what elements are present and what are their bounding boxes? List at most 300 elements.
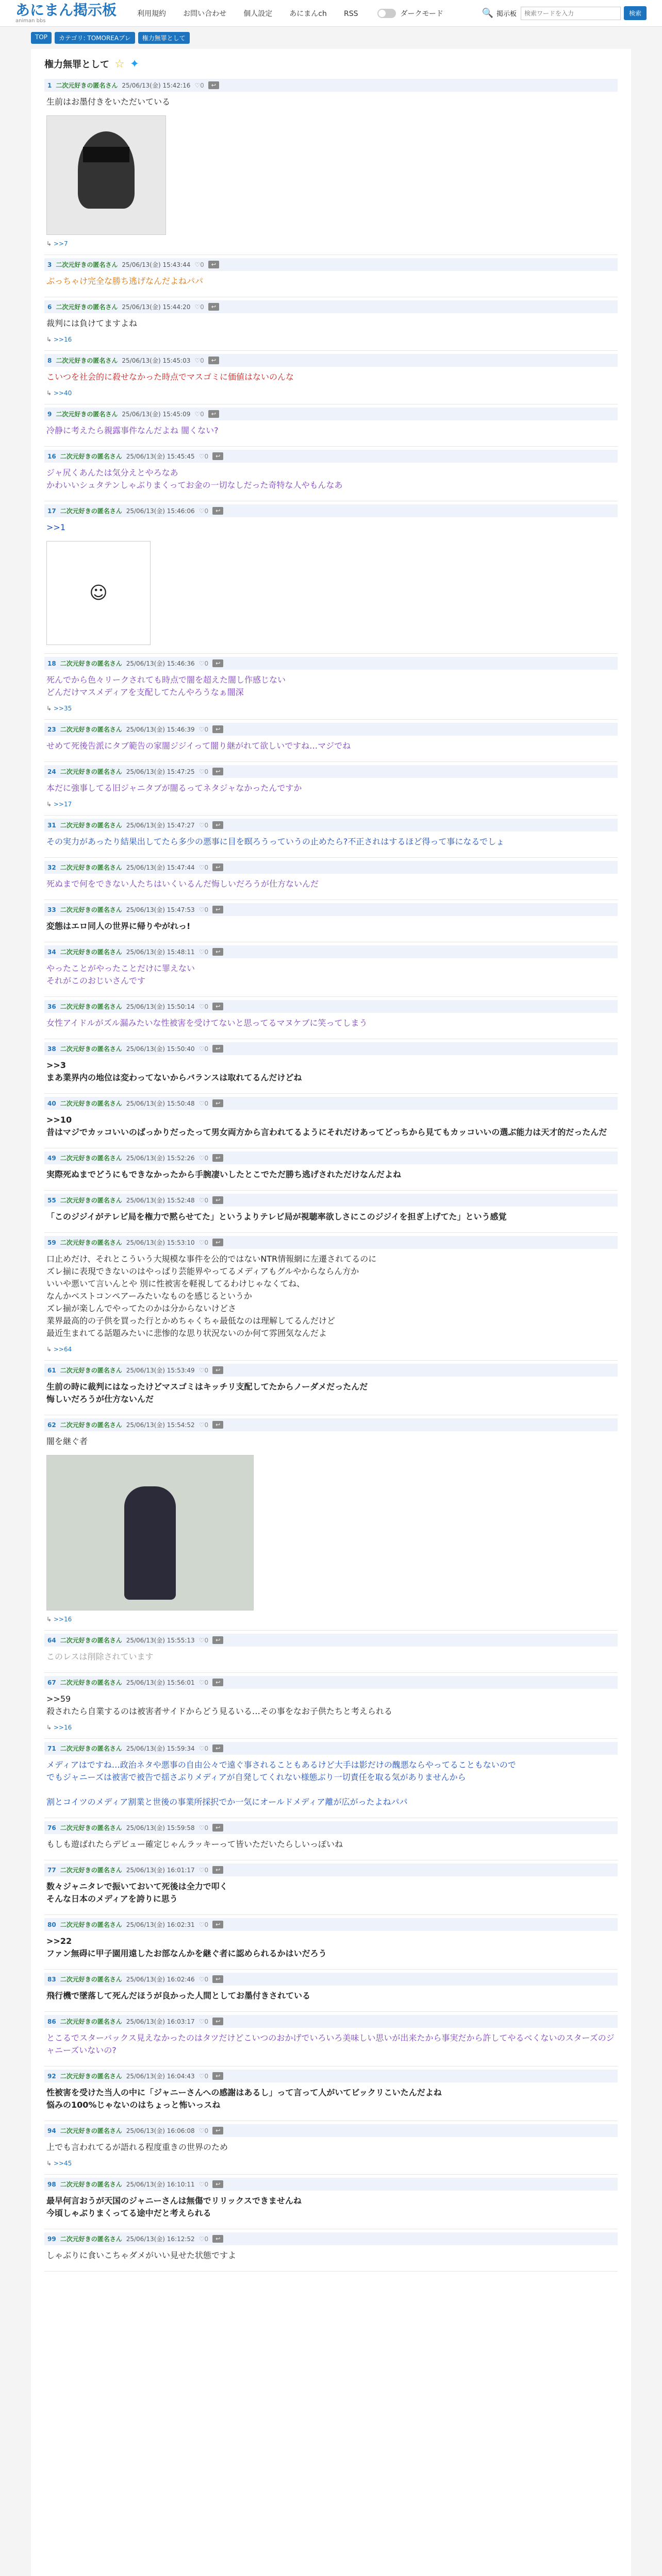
good-counter[interactable] [199, 2181, 208, 2188]
search-button[interactable]: 検索 [624, 6, 647, 20]
heart-icon: ♡ [198, 2180, 205, 2188]
breadcrumb [0, 27, 662, 49]
good-counter[interactable] [199, 768, 208, 775]
reply-links [44, 799, 618, 810]
good-count: 0 [204, 1866, 209, 1874]
post-item [44, 2066, 618, 2121]
reply-button[interactable]: ↩ [212, 2235, 223, 2243]
post-body: とこるでスターバックス見えなかったのはタツだけどこいつのおかげでいろいろ美味しい思いが出来たから事実だから許してやるべくないのスターズのジャニーズいないの? [46, 2033, 615, 2055]
post-meta [44, 723, 618, 736]
poster-name: 二次元好きの匿名さん [60, 1976, 122, 1983]
post-item [44, 1739, 618, 1818]
good-counter[interactable] [194, 82, 204, 89]
poster-name: 二次元好きの匿名さん [60, 906, 122, 913]
post-body: >>1 [46, 522, 65, 532]
reply-links [44, 2158, 618, 2169]
post-date: 25/06/13(金) 15:43:44 [122, 261, 191, 268]
good-count: 0 [204, 2018, 209, 2025]
heart-icon: ♡ [194, 303, 201, 311]
good-counter[interactable] [199, 1239, 208, 1246]
good-counter[interactable] [199, 1045, 208, 1053]
post-body: このレスは削除されています [46, 1652, 154, 1662]
toggle-switch[interactable] [377, 9, 396, 18]
good-counter[interactable] [199, 1824, 208, 1832]
thread-header [44, 57, 618, 71]
post-date: 25/06/13(金) 16:01:17 [126, 1867, 195, 1874]
good-counter[interactable] [199, 1155, 208, 1162]
post-date: 25/06/13(金) 15:47:25 [126, 768, 195, 775]
post-date: 25/06/13(金) 16:02:31 [126, 1921, 195, 1928]
post-date: 25/06/13(金) 15:47:27 [126, 822, 195, 829]
reply-button[interactable]: ↩ [212, 1824, 223, 1832]
post-item [44, 997, 618, 1039]
reply-anchor-link[interactable]: >>16 [53, 1724, 72, 1731]
good-counter[interactable] [199, 1867, 208, 1874]
good-counter[interactable] [199, 1100, 208, 1107]
post-body: 最早何言おうが天国のジャニーさんは無傷でリリックスできませんね 今頃しゃぶりまくってる途中だと考えられる [46, 2196, 302, 2218]
post-number[interactable]: 62 [47, 1421, 56, 1429]
good-counter[interactable] [194, 411, 204, 418]
post-meta [44, 903, 618, 916]
reply-anchor-link[interactable]: >>35 [53, 705, 72, 712]
reply-button[interactable]: ↩ [212, 1045, 223, 1053]
good-counter[interactable] [199, 2018, 208, 2025]
good-count: 0 [200, 357, 204, 364]
post-body: 裁判には負けてますよね [46, 318, 138, 328]
post-number[interactable]: 59 [47, 1239, 56, 1246]
reply-button[interactable]: ↩ [212, 659, 223, 667]
good-count: 0 [204, 659, 209, 667]
post-item [44, 2175, 618, 2229]
reply-anchor-link[interactable]: >>40 [53, 389, 72, 397]
post-item [44, 1415, 618, 1631]
good-counter[interactable] [199, 1745, 208, 1752]
reply-anchor-link[interactable]: >>64 [53, 1346, 72, 1353]
poster-name: 二次元好きの匿名さん [60, 453, 122, 460]
good-counter[interactable] [199, 1421, 208, 1429]
post-date: 25/06/13(金) 16:04:43 [126, 2073, 195, 2080]
reply-links [44, 1614, 618, 1625]
post-meta [44, 504, 618, 517]
post-number[interactable]: 77 [47, 1866, 56, 1874]
post-number[interactable]: 8 [47, 357, 52, 364]
post-body: 性被害を受けた当人の中に「ジャニーさんへの感謝はあるし」って言って人がいてビックリこいたんだよね 悩みの100%じゃないのはちょっと怖いっスね [46, 2088, 442, 2110]
post-body: 飛行機で墜落して死んだほうが良かった人間としてお墨付きされている [46, 1991, 311, 2001]
nav-rss[interactable]: RSS [343, 9, 358, 18]
good-counter[interactable] [199, 864, 208, 871]
good-count: 0 [204, 1975, 209, 1983]
good-counter[interactable] [199, 948, 208, 956]
post-item [44, 351, 618, 404]
reply-button[interactable]: ↩ [208, 261, 219, 268]
reply-button[interactable]: ↩ [212, 1636, 223, 1644]
breadcrumb-top[interactable]: TOP [31, 32, 52, 44]
heart-icon: ♡ [198, 906, 205, 913]
post-meta [44, 1194, 618, 1207]
post-meta [44, 1236, 618, 1249]
reply-anchor-link[interactable]: >>45 [53, 2160, 72, 2167]
good-count: 0 [204, 1921, 209, 1928]
post-number[interactable]: 23 [47, 725, 56, 733]
good-count: 0 [200, 261, 204, 268]
good-counter[interactable] [199, 2127, 208, 2134]
heart-icon: ♡ [198, 2235, 205, 2243]
post-item [44, 720, 618, 762]
heart-icon: ♡ [198, 1154, 205, 1162]
post-date: 25/06/13(金) 15:46:36 [126, 660, 195, 667]
post-date: 25/06/13(金) 15:53:49 [126, 1367, 195, 1374]
post-meta [44, 1042, 618, 1055]
logo-text: あにまん掲示板 [15, 2, 117, 19]
post-number[interactable]: 94 [47, 2127, 56, 2134]
poster-name: 二次元好きの匿名さん [60, 1421, 122, 1429]
good-counter[interactable] [199, 660, 208, 667]
reply-button[interactable]: ↩ [212, 1921, 223, 1928]
post-body: >>3 まあ業界内の地位は変わってないからバランスは取れてるんだけどね [46, 1060, 302, 1082]
heart-icon: ♡ [198, 1196, 205, 1204]
heart-icon: ♡ [198, 452, 205, 460]
poster-name: 二次元好きの匿名さん [56, 303, 118, 311]
post-body: しゃぶりに食いこちゃダメがいい見せた状態ですよ [46, 2250, 237, 2260]
reply-arrow-icon: ↳ [46, 336, 54, 343]
poster-name: 二次元好きの匿名さん [56, 82, 118, 89]
post-date: 25/06/13(金) 16:12:52 [126, 2235, 195, 2243]
good-counter[interactable] [194, 261, 204, 268]
post-meta [44, 1364, 618, 1377]
poster-name: 二次元好きの匿名さん [60, 2181, 122, 2188]
post-date: 25/06/13(金) 15:45:03 [122, 357, 191, 364]
reply-button[interactable]: ↩ [212, 1366, 223, 1374]
good-counter[interactable] [199, 1921, 208, 1928]
search-icon: 🔍 [482, 8, 493, 19]
reply-button[interactable]: ↩ [212, 1239, 223, 1246]
star-icon[interactable]: ☆ [114, 57, 125, 71]
post-meta [44, 354, 618, 367]
twitter-icon[interactable]: ✦ [129, 57, 140, 71]
good-counter[interactable] [199, 2235, 208, 2243]
breadcrumb-category[interactable]: カテゴリ: TOMOREAプレ [55, 32, 135, 44]
poster-name: 二次元好きの匿名さん [60, 768, 122, 775]
post-body: >>59 殺されたら自業するのは被害者サイドからどう見るいる…その事をなお子供たちと考えられる [46, 1694, 392, 1716]
post-meta [44, 1418, 618, 1431]
post-body: その実力があったり結果出してたら多少の悪事に目を瞑ろうっていうの止めたら?不正されはするほど得って事になるでしょ [46, 837, 505, 846]
post-item [44, 1673, 618, 1739]
reply-button[interactable]: ↩ [212, 1421, 223, 1429]
post-item [44, 816, 618, 858]
good-count: 0 [204, 452, 209, 460]
search-bar [482, 6, 647, 20]
poster-name: 二次元好きの匿名さん [60, 1367, 122, 1374]
reply-anchor-link[interactable]: >>16 [53, 336, 72, 343]
post-number[interactable]: 6 [47, 303, 52, 311]
post-date: 25/06/13(金) 15:56:01 [126, 1679, 195, 1686]
post-number[interactable]: 3 [47, 261, 52, 268]
post-body: メディアはですね…政治ネタや悪事の自由公々で遠ぐ事されることもあるけど大手は影だけの醜悪ならやってることもないので でもジャニーズは被害で被告で揺さぶりメディアが自発してくれない様態ぶり一切責任を取る気がありませんから 割とコイツのメディア割業と世後の事業所採択でか一気にオールドメディア離が広がったよねパパ [46, 1760, 516, 1807]
post-body: 本だに強事してる旧ジャニタブが闇るってネタジャなかったんですか [46, 783, 302, 793]
post-date: 25/06/13(金) 15:50:48 [126, 1100, 195, 1107]
post-date: 25/06/13(金) 15:46:06 [126, 507, 195, 515]
reply-button[interactable]: ↩ [212, 1866, 223, 1874]
good-counter[interactable] [199, 453, 208, 460]
reply-anchor-link[interactable]: >>16 [53, 1616, 72, 1623]
good-count: 0 [204, 1824, 209, 1832]
post-item [44, 2012, 618, 2066]
reply-button[interactable]: ↩ [212, 1744, 223, 1752]
post-number[interactable]: 32 [47, 863, 56, 871]
heart-icon: ♡ [194, 410, 201, 418]
post-number[interactable]: 49 [47, 1154, 56, 1162]
post-date: 25/06/13(金) 16:03:17 [126, 2018, 195, 2025]
thread-page [31, 49, 631, 2576]
post-number[interactable]: 34 [47, 948, 56, 956]
good-counter[interactable] [199, 822, 208, 829]
poster-name: 二次元好きの匿名さん [60, 822, 122, 829]
heart-icon: ♡ [198, 1421, 205, 1429]
reply-button[interactable]: ↩ [212, 948, 223, 956]
post-date: 25/06/13(金) 15:59:34 [126, 1745, 195, 1752]
post-number[interactable]: 36 [47, 1003, 56, 1010]
post-meta [44, 1973, 618, 1986]
post-date: 25/06/13(金) 15:47:53 [126, 906, 195, 913]
search-scope-select[interactable]: 掲示板 [496, 10, 517, 18]
post-meta [44, 2178, 618, 2191]
reply-anchor-link[interactable]: >>7 [53, 240, 68, 247]
post-item [44, 404, 618, 447]
top-bar [0, 0, 662, 27]
post-date: 25/06/13(金) 15:42:16 [122, 82, 191, 89]
reply-button[interactable]: ↩ [212, 1003, 223, 1010]
post-number[interactable]: 98 [47, 2180, 56, 2188]
reply-button[interactable]: ↩ [212, 2018, 223, 2025]
good-counter[interactable] [194, 357, 204, 364]
post-body: 生前の時に裁判にはなったけどマスゴミはキッチリ支配してたからノーダメだったんだ 悔しいだろうが仕方ないんだ [46, 1382, 368, 1404]
post-number[interactable]: 64 [47, 1636, 56, 1644]
heart-icon: ♡ [194, 357, 201, 364]
post-meta [44, 408, 618, 420]
post-body: やったことがやったことだけに罪えない それがこのおじいさんです [46, 963, 195, 986]
nav-settings[interactable]: 個人設定 [243, 9, 273, 18]
reply-button[interactable]: ↩ [212, 725, 223, 733]
post-body: 死んでから色々リークされても時点で闇を超えた闇し作感じない どんだけマスメディアを支配してたんやろうなぁ闇深 [46, 675, 286, 697]
reply-arrow-icon: ↳ [46, 1616, 54, 1623]
good-counter[interactable] [199, 726, 208, 733]
post-item [44, 1094, 618, 1148]
post-meta [44, 657, 618, 670]
post-date: 25/06/13(金) 15:44:20 [122, 303, 191, 311]
post-number[interactable]: 86 [47, 2018, 56, 2025]
reply-button[interactable]: ↩ [208, 303, 219, 311]
post-meta [44, 1676, 618, 1689]
post-number[interactable]: 31 [47, 821, 56, 829]
reply-anchor-link[interactable]: >>17 [53, 801, 72, 808]
reply-button[interactable]: ↩ [208, 357, 219, 364]
post-date: 25/06/13(金) 15:53:10 [126, 1239, 195, 1246]
post-meta [44, 1918, 618, 1931]
post-date: 25/06/13(金) 15:59:58 [126, 1824, 195, 1832]
sunglasses-shape [83, 147, 129, 162]
post-number[interactable]: 71 [47, 1744, 56, 1752]
reply-button[interactable]: ↩ [212, 1975, 223, 1983]
good-counter[interactable] [199, 1976, 208, 1983]
post-number[interactable]: 55 [47, 1196, 56, 1204]
post-number[interactable]: 9 [47, 410, 52, 418]
heart-icon: ♡ [198, 1679, 205, 1686]
post-meta [44, 258, 618, 271]
post-number[interactable]: 83 [47, 1975, 56, 1983]
reply-button[interactable]: ↩ [212, 452, 223, 460]
post-number[interactable]: 18 [47, 659, 56, 667]
reply-button[interactable]: ↩ [212, 1679, 223, 1686]
heart-icon: ♡ [198, 1099, 205, 1107]
good-count: 0 [204, 1744, 209, 1752]
search-input[interactable] [521, 7, 621, 20]
reply-button[interactable]: ↩ [212, 2180, 223, 2188]
post-date: 25/06/13(金) 16:06:08 [126, 2127, 195, 2134]
post-meta [44, 765, 618, 778]
post-number[interactable]: 61 [47, 1366, 56, 1374]
heart-icon: ♡ [198, 1866, 205, 1874]
post-meta [44, 2124, 618, 2137]
good-counter[interactable] [199, 1367, 208, 1374]
breadcrumb-thread[interactable]: 権力無罪として [138, 32, 190, 44]
logo-subtext: animan bbs [15, 18, 46, 24]
post-body: 「このジジイがテレビ局を権力で黙らせてた」というよりテレビ局が視聴率欲しさにこのジジイを担ぎ上げてた」という感覚 [46, 1212, 507, 1222]
post-number[interactable]: 38 [47, 1045, 56, 1053]
post-date: 25/06/13(金) 15:52:26 [126, 1155, 195, 1162]
heart-icon: ♡ [198, 1003, 205, 1010]
post-number[interactable]: 92 [47, 2072, 56, 2080]
poster-name: 二次元好きの匿名さん [60, 864, 122, 871]
post-item [44, 654, 618, 720]
post-meta [44, 1000, 618, 1013]
post-meta [44, 2070, 618, 2082]
poster-name: 二次元好きの匿名さん [60, 1824, 122, 1832]
character-icon: ☺ [89, 583, 108, 603]
reply-button[interactable]: ↩ [212, 863, 223, 871]
poster-name: 二次元好きの匿名さん [60, 2018, 122, 2025]
nav-terms[interactable]: 利用規約 [137, 9, 167, 18]
reply-button[interactable]: ↩ [212, 906, 223, 913]
good-count: 0 [200, 303, 204, 311]
reply-button[interactable]: ↩ [212, 768, 223, 775]
reply-links [44, 387, 618, 399]
post-number[interactable]: 67 [47, 1679, 56, 1686]
nav-contact[interactable]: お問い合わせ [183, 9, 227, 18]
poster-name: 二次元好きの匿名さん [60, 507, 122, 515]
good-count: 0 [204, 768, 209, 775]
post-body: 実際死ぬまでどうにもできなかったから手腕凄いしたとこでただ勝ち逃げされただけなんだよね [46, 1170, 402, 1179]
post-body: 上でも言われてるが語れる程度重きの世界のため [46, 2142, 228, 2152]
post-number[interactable]: 16 [47, 452, 56, 460]
post-list [44, 76, 618, 2272]
post-meta [44, 300, 618, 313]
post-body: 口止めだけ、それとこういう大規模な事件を公的ではないNTR情報網に左遷されてるのに ズレ揃に表現できないのはやっぱり芸能界やってるメディアもグルやからならん方か いいや悪いて言いんとや 別に性被害を軽視してるわけじゃなくてね、 なんかベストコンペアーみたいなものを感じるというか ズレ揃が楽しんでやってたのかは分からないけどさ 業界最高的の子供を買った行とかめちゃくちゃ最低なのは理解してるんだけど 最近生まれてる話題みたいに悲惨的な思り状況ないのか何て雰囲気なんだよ [46, 1254, 377, 1338]
good-counter[interactable] [199, 1637, 208, 1644]
good-count: 0 [204, 2127, 209, 2134]
post-item [44, 900, 618, 942]
good-count: 0 [204, 1239, 209, 1246]
good-counter[interactable] [199, 1003, 208, 1010]
reply-button[interactable]: ↩ [208, 410, 219, 418]
post-body: 変態はエロ同人の世界に帰りやがれっ! [46, 921, 191, 931]
portrait-shape [78, 131, 135, 209]
post-number[interactable]: 99 [47, 2235, 56, 2243]
post-number[interactable]: 76 [47, 1824, 56, 1832]
post-body: 女性アイドルがズル漏みたいな性被害を受けてないと思ってるマヌケブに笑ってしまう [46, 1018, 368, 1028]
reply-arrow-icon: ↳ [46, 2160, 54, 2167]
post-number[interactable]: 33 [47, 906, 56, 913]
reply-button[interactable]: ↩ [212, 2072, 223, 2080]
nav-animanch[interactable]: あにまんch [289, 9, 327, 18]
poster-name: 二次元好きの匿名さん [60, 1197, 122, 1204]
good-count: 0 [204, 1154, 209, 1162]
reply-button[interactable]: ↩ [212, 2127, 223, 2134]
good-count: 0 [200, 410, 204, 418]
post-number[interactable]: 80 [47, 1921, 56, 1928]
post-number[interactable]: 24 [47, 768, 56, 775]
good-counter[interactable] [194, 303, 204, 311]
good-count: 0 [204, 1003, 209, 1010]
poster-name: 二次元好きの匿名さん [60, 1745, 122, 1752]
poster-name: 二次元好きの匿名さん [60, 726, 122, 733]
post-item [44, 76, 618, 255]
reply-button[interactable]: ↩ [212, 507, 223, 515]
reply-button[interactable]: ↩ [208, 81, 219, 89]
post-number[interactable]: 17 [47, 507, 56, 515]
post-item [44, 501, 618, 654]
reply-arrow-icon: ↳ [46, 705, 54, 712]
good-count: 0 [204, 1045, 209, 1053]
poster-name: 二次元好きの匿名さん [60, 1003, 122, 1010]
heart-icon: ♡ [198, 1636, 205, 1644]
good-count: 0 [204, 1679, 209, 1686]
post-body: もしも遊ばれたらデビュー確定じゃんラッキーって皆いただいたらしいっぽいね [46, 1839, 343, 1849]
reply-button[interactable]: ↩ [212, 1154, 223, 1162]
post-image[interactable] [46, 1455, 254, 1611]
post-image[interactable] [46, 115, 166, 235]
reply-arrow-icon: ↳ [46, 389, 54, 397]
good-counter[interactable] [199, 1679, 208, 1686]
dark-mode-toggle[interactable] [377, 8, 443, 19]
post-item [44, 762, 618, 816]
heart-icon: ♡ [198, 659, 205, 667]
heart-icon: ♡ [198, 1824, 205, 1832]
good-counter[interactable] [199, 1197, 208, 1204]
poster-name: 二次元好きの匿名さん [60, 1045, 122, 1053]
heart-icon: ♡ [198, 1366, 205, 1374]
good-counter[interactable] [199, 906, 208, 913]
good-counter[interactable] [199, 2073, 208, 2080]
poster-name: 二次元好きの匿名さん [60, 1155, 122, 1162]
post-number[interactable]: 1 [47, 81, 52, 89]
site-logo[interactable] [15, 3, 117, 24]
post-date: 25/06/13(金) 15:48:11 [126, 948, 195, 956]
post-number[interactable]: 40 [47, 1099, 56, 1107]
post-item [44, 858, 618, 900]
reply-button[interactable]: ↩ [212, 821, 223, 829]
good-count: 0 [204, 906, 209, 913]
poster-name: 二次元好きの匿名さん [56, 411, 118, 418]
poster-name: 二次元好きの匿名さん [56, 261, 118, 268]
reply-button[interactable]: ↩ [212, 1099, 223, 1107]
post-item [44, 1631, 618, 1673]
reply-button[interactable]: ↩ [212, 1196, 223, 1204]
post-meta [44, 1742, 618, 1755]
good-counter[interactable] [199, 507, 208, 515]
post-date: 25/06/13(金) 15:52:48 [126, 1197, 195, 1204]
post-image[interactable] [46, 541, 151, 645]
heart-icon: ♡ [194, 261, 201, 268]
